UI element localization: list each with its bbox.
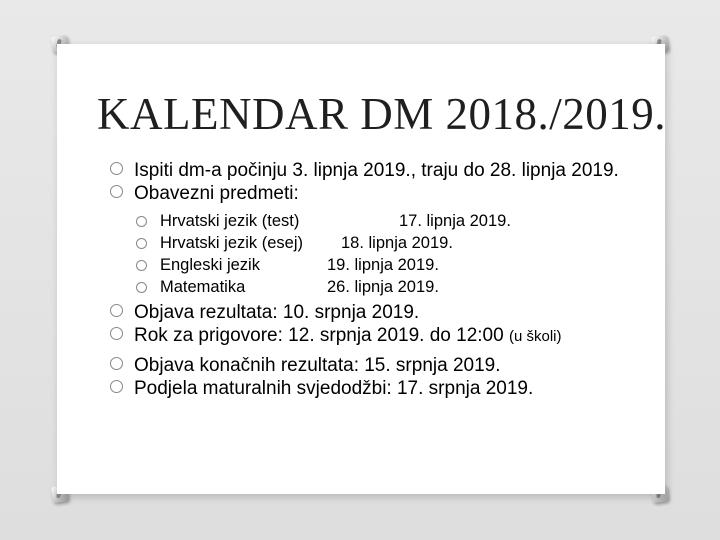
- bullet-icon: [136, 282, 147, 293]
- subject-item: Hrvatski jezik (esej) 18. lipnja 2019.: [134, 232, 638, 254]
- bullet-icon: [110, 162, 123, 175]
- bullet-icon: [110, 380, 123, 393]
- list-item: Objava konačnih rezultata: 15. srpnja 2019.: [108, 355, 638, 376]
- content-list: [108, 160, 638, 401]
- bullet-icon: [110, 304, 123, 317]
- list-item: Objava rezultata: 10. srpnja 2019.: [108, 302, 638, 323]
- slide-title: KALENDAR DM 2018./2019.: [97, 89, 666, 139]
- list-item: Ispiti dm-a počinju 3. lipnja 2019., traju do 28. lipnja 2019.: [108, 160, 638, 181]
- subject-item: Matematika 26. lipnja 2019.: [134, 276, 638, 298]
- bullet-icon: [110, 357, 123, 370]
- bullet-icon: [136, 260, 147, 271]
- bullet-icon: [136, 216, 147, 227]
- list-item: Rok za prigovore: 12. srpnja 2019. do 12:00 (u školi): [108, 325, 638, 347]
- subject-item: Hrvatski jezik (test) 17. lipnja 2019.: [134, 210, 638, 232]
- subject-item: Engleski jezik 19. lipnja 2019.: [134, 254, 638, 276]
- bullet-icon: [136, 238, 147, 249]
- bullet-icon: [110, 185, 123, 198]
- bullet-icon: [110, 327, 123, 340]
- list-item: Obavezni predmeti:: [108, 183, 638, 204]
- subjects-list: [134, 210, 638, 298]
- list-item: Podjela maturalnih svjedodžbi: 17. srpnja 2019.: [108, 378, 638, 399]
